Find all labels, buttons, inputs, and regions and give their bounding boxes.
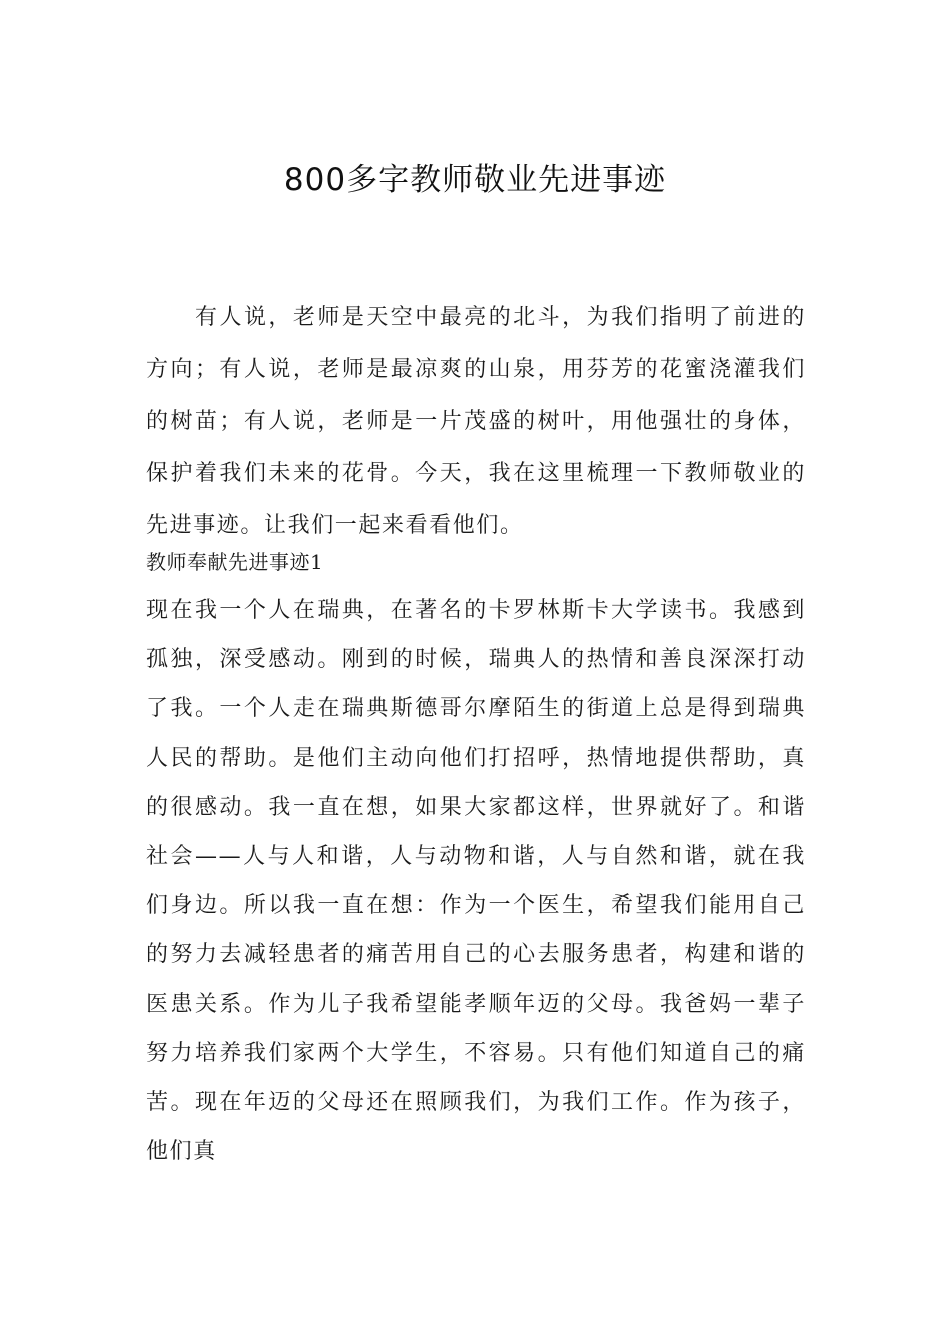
document-title: 800多字教师敬业先进事迹 xyxy=(283,162,667,198)
section-heading: 教师奉献先进事迹1 xyxy=(146,550,324,574)
story-paragraph: 现在我一个人在瑞典，在著名的卡罗林斯卡大学读书。我感到孤独，深受感动。刚到的时候，瑞典人的热情和善良深深打动了我。一个人走在瑞典斯德哥尔摩陌生的街道上总是得到瑞典人民的帮助。是他们主动向他们打招呼，热情地提供帮助，真的很感动。我一直在想，如果大家都这样，世界就好了。和谐社会——人与人和谐，人与动物和谐，人与自然和谐，就在我们身边。所以我一直在想：作为一个医生，希望我们能用自己的努力去减轻患者的痛苦用自己的心去服务患者，构建和谐的医患关系。作为儿子我希望能孝顺年迈的父母。我爸妈一辈子努力培养我们家两个大学生，不容易。只有他们知道自己的痛苦。现在年迈的父母还在照顾我们，为我们工作。作为孩子，他们真 xyxy=(146,598,806,1165)
intro-paragraph: 有人说，老师是天空中最亮的北斗，为我们指明了前进的方向；有人说，老师是最凉爽的山泉，用芬芳的花蜜浇灌我们的树苗；有人说，老师是一片茂盛的树叶，用他强壮的身体，保护着我们未来的花骨。今天，我在这里梳理一下教师敬业的先进事迹。让我们一起来看看他们。 xyxy=(146,305,806,538)
